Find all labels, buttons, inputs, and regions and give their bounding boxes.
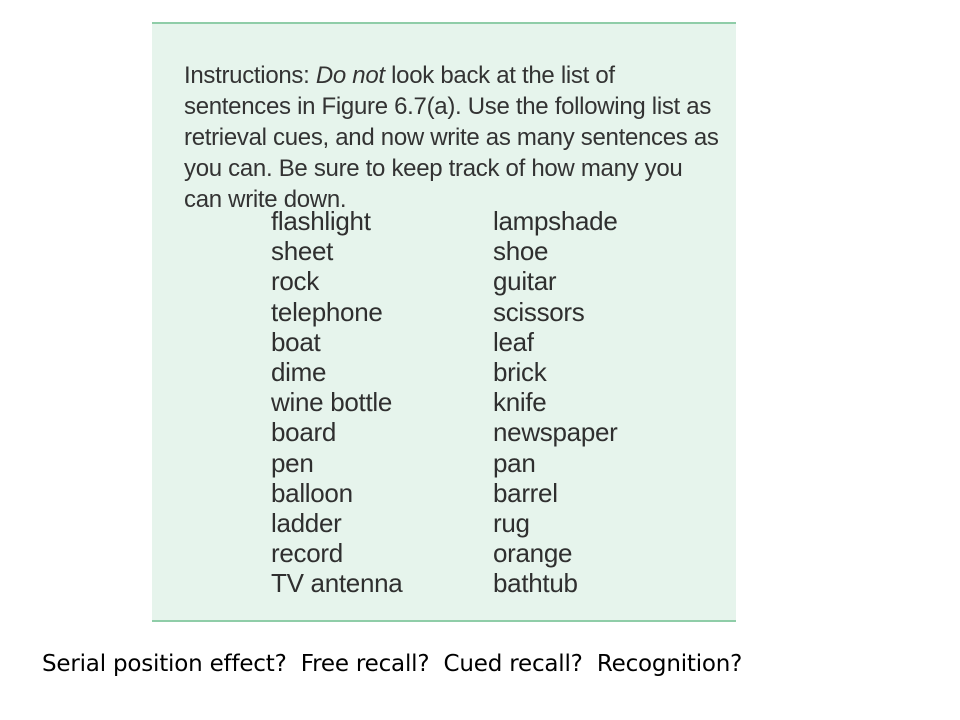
cue-word: pan [493,447,536,478]
cue-word: leaf [493,326,534,357]
cue-word: rug [493,508,530,539]
cue-word: flashlight [271,206,371,236]
cue-word: ladder [271,508,342,539]
instructions-rest: look back at the list of sentences in Figure 6.7(a). Use the following list as retrieval cues, and now write as many sentences as you can. Be sure to keep track of how many you can write down. [184,62,719,213]
cue-word: knife [493,387,547,418]
cue-word: TV antenna [271,568,403,599]
cue-list-right [493,206,618,599]
instructions-prefix: Instructions: [184,62,316,89]
cue-word: telephone [271,296,383,327]
cue-word: scissors [493,296,585,327]
cue-word: balloon [271,477,353,508]
cue-word: record [271,538,343,569]
cue-word: guitar [493,266,557,297]
cue-word: pen [271,447,314,478]
cue-word: lampshade [493,206,618,236]
cue-word: sheet [271,236,334,267]
cue-word: newspaper [493,417,618,448]
figure-panel [152,22,736,622]
cue-word: shoe [493,236,549,267]
cue-word: wine bottle [271,387,392,418]
cue-word: brick [493,357,547,388]
cue-word: barrel [493,477,558,508]
cue-word: orange [493,538,573,569]
instructions-text [184,60,724,215]
cue-word: dime [271,357,327,388]
cue-word: bathtub [493,568,578,599]
cue-list-left [271,206,402,599]
instructions-emphasis: Do not [315,62,385,89]
cue-word: board [271,417,336,448]
cue-word: boat [271,326,321,357]
caption-question: Serial position effect? Free recall? Cued recall? Recognition? [42,651,743,677]
cue-word: rock [271,266,319,297]
